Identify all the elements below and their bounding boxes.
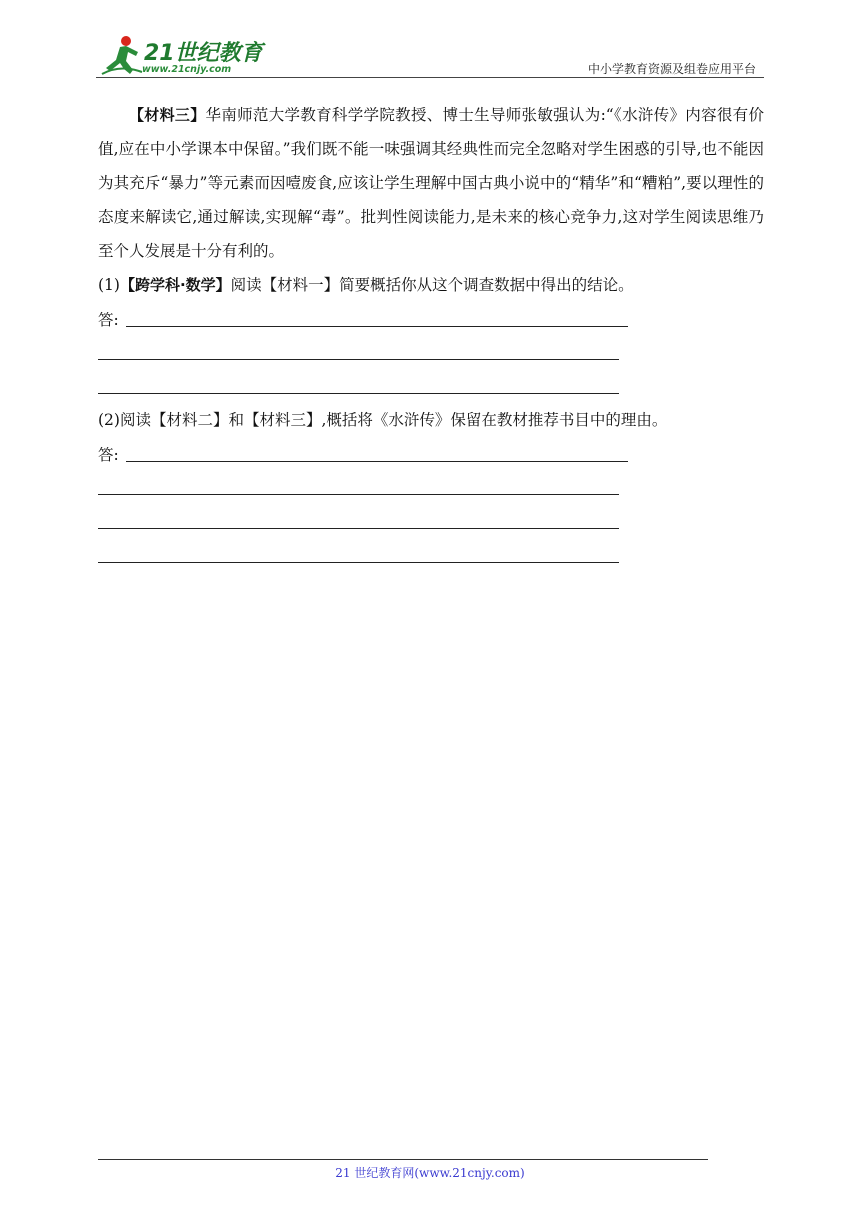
question-two-text: 阅读【材料二】和【材料三】,概括将《水浒传》保留在教材推荐书目中的理由。	[119, 411, 668, 429]
answer-two-line[interactable]	[98, 528, 619, 529]
site-logo	[96, 34, 276, 78]
question-one-number: (1)	[98, 276, 120, 294]
footer-source[interactable]: 21 世纪教育网(www.21cnjy.com)	[335, 1166, 525, 1180]
header-divider	[96, 77, 764, 78]
answer-two-line[interactable]	[98, 494, 619, 495]
answer-one-line[interactable]	[98, 359, 619, 360]
answer-two-label: 答:	[98, 446, 119, 464]
answer-two-line[interactable]	[126, 461, 628, 462]
question-one-text: 阅读【材料一】简要概括你从这个调查数据中得出的结论。	[230, 276, 634, 294]
footer-divider	[98, 1159, 708, 1160]
platform-name: 中小学教育资源及组卷应用平台	[587, 62, 756, 76]
question-two-number: (2)	[98, 411, 120, 429]
question-one	[98, 270, 634, 300]
question-two	[98, 405, 667, 435]
material-three-body: 华南师范大学教育科学学院教授、博士生导师张敏强认为:“《水浒传》内容很有价值,应在中小学课本中保留。”我们既不能一味强调其经典性而完全忽略对学生困惑的引导,也不能因为其充斥“暴力”等元素而因噎废食,应该让学生理解中国古典小说中的“精华”和“糟粕”,要以理性的态度来解读它,通过解读,实现解“毒”。批判性阅读能力,是未来的核心竞争力,这对学生阅读思维乃至个人发展是十分有利的。	[98, 106, 764, 260]
answer-one-line[interactable]	[126, 326, 628, 327]
material-three-paragraph	[98, 98, 764, 268]
answer-one-line[interactable]	[98, 393, 619, 394]
answer-two-line[interactable]	[98, 562, 619, 563]
page-header	[96, 34, 764, 80]
logo-url: www.21cnjy.com	[142, 64, 232, 75]
question-one-tag: 【跨学科·数学】	[119, 276, 231, 294]
runner-icon	[96, 34, 144, 78]
logo-text: 21世纪教育	[144, 41, 263, 66]
material-three-title: 【材料三】	[129, 106, 206, 124]
answer-one-label: 答:	[98, 311, 119, 329]
